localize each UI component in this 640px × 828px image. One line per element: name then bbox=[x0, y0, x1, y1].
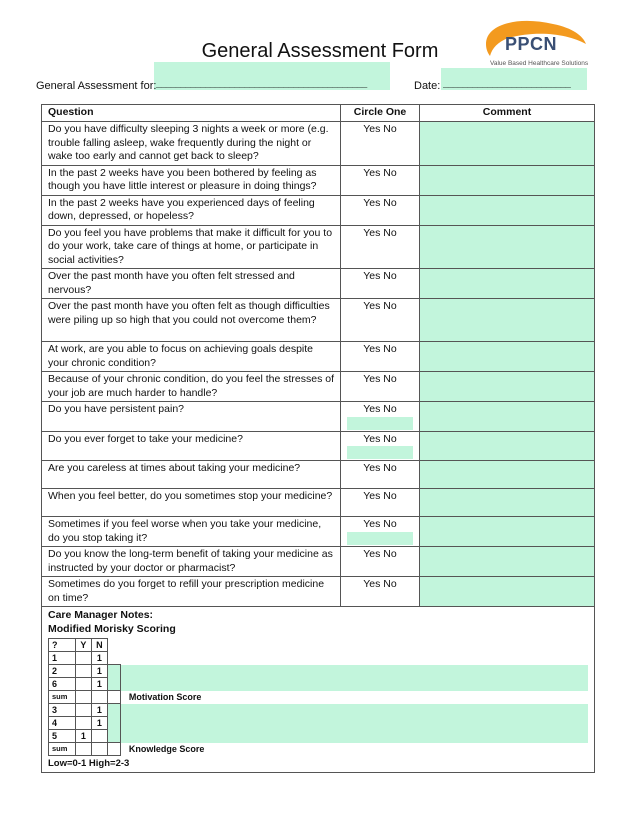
score-q: 1 bbox=[49, 652, 76, 665]
comment-field[interactable] bbox=[420, 431, 595, 461]
question-text: In the past 2 weeks have you experienced days of feeling down, depressed, or hopeless? bbox=[42, 195, 341, 225]
score-y[interactable] bbox=[75, 717, 91, 730]
yes-no-choice[interactable] bbox=[341, 517, 420, 547]
table-row bbox=[42, 577, 595, 607]
question-text: Do you know the long-term benefit of taking your medicine as instructed by your doctor or pharmacist? bbox=[42, 547, 341, 577]
yes-no-choice[interactable]: Yes No bbox=[341, 461, 420, 489]
motivation-score-label: Motivation Score bbox=[128, 691, 202, 702]
table-row bbox=[42, 547, 595, 577]
question-text: Do you feel you have problems that make it difficult for you to do your work, take care of things at home, or participate in social activities? bbox=[42, 225, 341, 269]
yes-no-choice[interactable]: Yes No bbox=[341, 195, 420, 225]
care-manager-notes-row bbox=[42, 607, 595, 773]
yes-no-choice[interactable]: Yes No bbox=[341, 165, 420, 195]
score-y[interactable] bbox=[75, 665, 91, 678]
question-text: At work, are you able to focus on achieving goals despite your chronic condition? bbox=[42, 342, 341, 372]
comment-field[interactable] bbox=[420, 299, 595, 342]
question-text: In the past 2 weeks have you been bothered by feeling as though you have little interest or pleasure in doing things? bbox=[42, 165, 341, 195]
knowledge-score-box[interactable] bbox=[107, 743, 120, 756]
table-header-row bbox=[42, 105, 595, 122]
notes-title: Care Manager Notes: bbox=[48, 609, 154, 621]
score-q: 2 bbox=[49, 665, 76, 678]
score-n[interactable]: 1 bbox=[91, 652, 107, 665]
sum-n[interactable] bbox=[91, 743, 107, 756]
comment-field[interactable] bbox=[420, 372, 595, 402]
question-text: When you feel better, do you sometimes stop your medicine? bbox=[42, 489, 341, 517]
table-row bbox=[42, 342, 595, 372]
question-text: Do you have persistent pain? bbox=[42, 402, 341, 432]
knowledge-score-label: Knowledge Score bbox=[128, 743, 205, 754]
score-y[interactable]: 1 bbox=[75, 730, 91, 743]
comment-field[interactable] bbox=[420, 577, 595, 607]
score-col-q: ? bbox=[49, 639, 76, 652]
table-row bbox=[42, 402, 595, 432]
question-text: Over the past month have you often felt as though difficulties were piling up so high that you could not overcome them? bbox=[42, 299, 341, 342]
yes-no-choice[interactable] bbox=[341, 431, 420, 461]
comment-field[interactable] bbox=[420, 461, 595, 489]
date-label: Date: bbox=[414, 80, 441, 92]
yes-no-label: Yes No bbox=[363, 432, 397, 445]
score-col-y: Y bbox=[75, 639, 91, 652]
header-comment: Comment bbox=[420, 105, 595, 122]
question-text: Do you ever forget to take your medicine? bbox=[42, 431, 341, 461]
score-n[interactable]: 1 bbox=[91, 704, 107, 717]
score-y[interactable] bbox=[75, 678, 91, 691]
question-text: Sometimes do you forget to refill your prescription medicine on time? bbox=[42, 577, 341, 607]
yes-no-choice[interactable]: Yes No bbox=[341, 342, 420, 372]
assessment-for-field[interactable]: ___________________________________________ bbox=[156, 80, 367, 90]
yes-no-fill bbox=[347, 446, 413, 459]
comment-field[interactable] bbox=[420, 165, 595, 195]
yes-no-choice[interactable]: Yes No bbox=[341, 225, 420, 269]
logo-tagline: Value Based Healthcare Solutions bbox=[490, 60, 589, 67]
comment-field[interactable] bbox=[420, 269, 595, 299]
question-text: Do you have difficulty sleeping 3 nights a week or more (e.g. trouble falling asleep, wake frequently during the night or wake too early and cannot get back to sleep? bbox=[42, 122, 341, 166]
yes-no-choice[interactable]: Yes No bbox=[341, 489, 420, 517]
comment-field[interactable] bbox=[420, 547, 595, 577]
score-q: 4 bbox=[49, 717, 76, 730]
header-circle-one: Circle One bbox=[341, 105, 420, 122]
table-row bbox=[42, 122, 595, 166]
comment-field[interactable] bbox=[420, 225, 595, 269]
yes-no-fill bbox=[347, 532, 413, 545]
motivation-notes-field[interactable] bbox=[120, 665, 588, 691]
assessment-table bbox=[41, 104, 595, 773]
notes-subtitle: Modified Morisky Scoring bbox=[48, 623, 176, 635]
motivation-score-box[interactable] bbox=[107, 691, 120, 704]
question-text: Are you careless at times about taking your medicine? bbox=[42, 461, 341, 489]
score-q: 3 bbox=[49, 704, 76, 717]
yes-no-choice[interactable]: Yes No bbox=[341, 577, 420, 607]
logo-name: PPCN bbox=[505, 34, 558, 54]
score-n[interactable]: 1 bbox=[91, 717, 107, 730]
assessment-for-label: General Assessment for: bbox=[36, 80, 157, 92]
table-row bbox=[42, 372, 595, 402]
table-row bbox=[42, 299, 595, 342]
table-row bbox=[42, 165, 595, 195]
question-text: Because of your chronic condition, do you feel the stresses of your job are much harder to handle? bbox=[42, 372, 341, 402]
yes-no-choice[interactable]: Yes No bbox=[341, 299, 420, 342]
score-n[interactable]: 1 bbox=[91, 665, 107, 678]
table-row bbox=[42, 269, 595, 299]
question-text: Over the past month have you often felt stressed and nervous? bbox=[42, 269, 341, 299]
comment-field[interactable] bbox=[420, 342, 595, 372]
date-field[interactable]: __________________________ bbox=[443, 80, 571, 90]
score-n[interactable] bbox=[91, 730, 107, 743]
table-row bbox=[42, 431, 595, 461]
yes-no-choice[interactable] bbox=[341, 402, 420, 432]
score-y[interactable] bbox=[75, 652, 91, 665]
sum-y[interactable] bbox=[75, 691, 91, 704]
table-row bbox=[42, 225, 595, 269]
yes-no-choice[interactable]: Yes No bbox=[341, 269, 420, 299]
sum-n[interactable] bbox=[91, 691, 107, 704]
yes-no-choice[interactable]: Yes No bbox=[341, 547, 420, 577]
yes-no-choice[interactable]: Yes No bbox=[341, 372, 420, 402]
table-row bbox=[42, 489, 595, 517]
score-col-n: N bbox=[91, 639, 107, 652]
form-title: General Assessment Form bbox=[201, 40, 439, 62]
yes-no-fill bbox=[347, 417, 413, 430]
table-row bbox=[42, 517, 595, 547]
comment-field[interactable] bbox=[420, 195, 595, 225]
score-legend: Low=0-1 High=2-3 bbox=[48, 758, 130, 769]
score-n[interactable]: 1 bbox=[91, 678, 107, 691]
comment-field[interactable] bbox=[420, 489, 595, 517]
knowledge-notes-field[interactable] bbox=[120, 704, 588, 743]
comment-field[interactable] bbox=[420, 517, 595, 547]
score-q: 5 bbox=[49, 730, 76, 743]
sum-y[interactable] bbox=[75, 743, 91, 756]
score-y[interactable] bbox=[75, 704, 91, 717]
comment-field[interactable] bbox=[420, 122, 595, 166]
sum-label: sum bbox=[49, 743, 76, 756]
yes-no-label: Yes No bbox=[363, 518, 397, 530]
table-row bbox=[42, 461, 595, 489]
morisky-scoring-table bbox=[48, 638, 588, 756]
question-text: Sometimes if you feel worse when you take your medicine, do you stop taking it? bbox=[42, 517, 341, 547]
yes-no-choice[interactable]: Yes No bbox=[341, 122, 420, 166]
comment-field[interactable] bbox=[420, 402, 595, 432]
yes-no-label: Yes No bbox=[363, 403, 397, 415]
sum-label: sum bbox=[49, 691, 76, 704]
care-manager-notes bbox=[42, 607, 595, 773]
table-row bbox=[42, 195, 595, 225]
header-question: Question bbox=[42, 105, 341, 122]
score-q: 6 bbox=[49, 678, 76, 691]
